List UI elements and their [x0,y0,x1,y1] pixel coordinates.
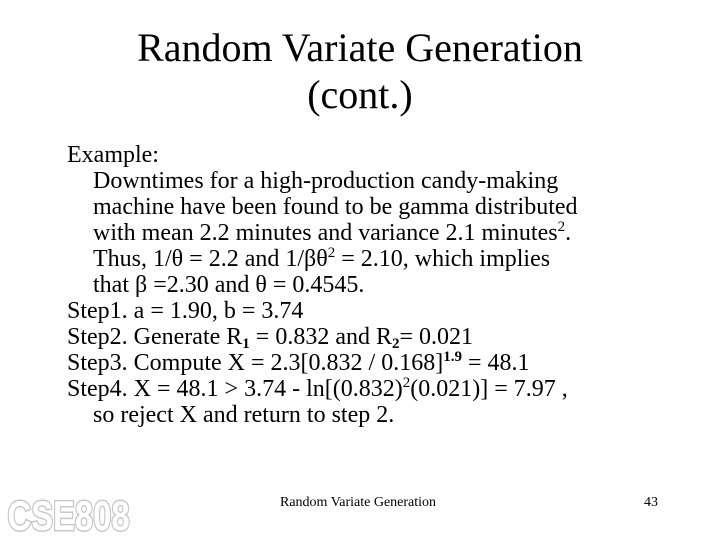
step-4-end: (0.021)] = 7.97 , [410,376,568,402]
logo-text: CSE808 [7,492,130,539]
paragraph-line-3-end: . [565,220,572,246]
step-4-text: Step4. X = 48.1 > 3.74 - ln[(0.832) [67,376,403,402]
paragraph-line-4 [67,246,707,272]
paragraph-line-2: machine have been found to be gamma distributed [93,194,578,220]
paragraph-line-3 [67,220,707,246]
example-label: Example: [67,142,159,168]
title-line-1: Random Variate Generation [137,25,583,70]
cse808-logo [6,492,130,539]
superscript: 2 [327,245,336,261]
superscript: 2 [402,375,411,391]
paragraph-line-1: Downtimes for a high-production candy-making [93,168,559,194]
step-3 [67,350,707,376]
subscript: 1 [242,336,250,352]
step-3-text: Step3. Compute X = 2.3[0.832 / 0.168] [67,350,444,376]
slide-title [0,24,720,118]
exponent: 1.9 [443,349,462,365]
step-2-mid: = 0.832 and R [249,324,392,350]
title-line-2: (cont.) [307,72,413,117]
page-number: 43 [644,495,658,510]
step-1: Step1. a = 1.90, b = 3.74 [67,298,304,324]
subscript: 2 [391,336,400,352]
paragraph-line-3-text: with mean 2.2 minutes and variance 2.1 minutes [93,220,558,246]
step-4-line-2: so reject X and return to step 2. [93,402,395,428]
superscript: 2 [557,219,566,235]
step-3-end: = 48.1 [461,350,530,376]
step-2-text: Step2. Generate R [67,324,243,350]
paragraph-line-4-end: = 2.10, which implies [335,246,551,272]
footer-text: Random Variate Generation [280,495,437,510]
step-4 [67,376,707,402]
paragraph-line-5: that β =2.30 and θ = 0.4545. [93,272,365,298]
slide-body [67,142,707,428]
paragraph-line-4-text: Thus, 1/θ = 2.2 and 1/βθ [93,246,328,272]
step-2 [67,324,707,350]
step-2-end: = 0.021 [399,324,474,350]
